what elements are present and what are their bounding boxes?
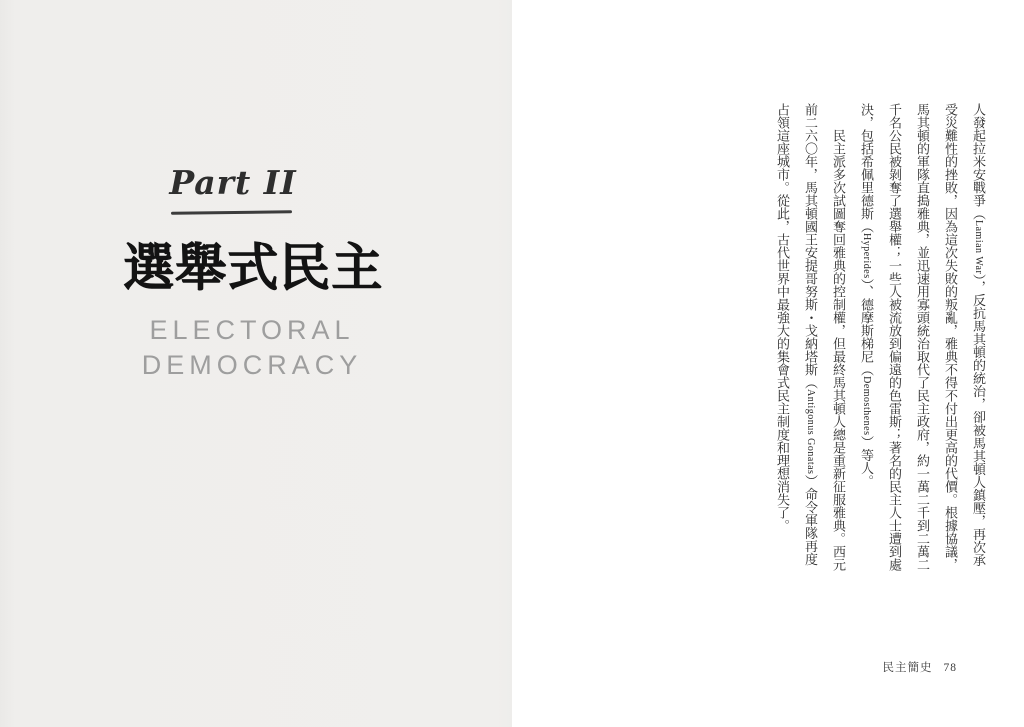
text-column: 人發起拉米安戰爭（Lamian War），反抗馬其頓的統治，卻被馬其頓人鎮壓，再次承	[971, 103, 986, 567]
chapter-title-cjk: 選舉式民主	[122, 241, 383, 297]
part-underline	[171, 210, 292, 214]
footer-book-title: 民主簡史	[882, 662, 933, 674]
text-column: 前二六〇年，馬其頓國王安提哥努斯・戈納塔斯（Antigonus Gonatas）命令軍隊再度	[803, 103, 818, 566]
text-column: 千名公民被剝奪了選舉權；一些人被流放到偏遠的色雷斯；著名的民主人士遭到處	[887, 103, 902, 571]
part-label: Part II	[169, 163, 297, 202]
text-column: 民主派多次試圖奪回雅典的控制權，但最終馬其頓人總是重新征服雅典。西元	[831, 129, 846, 571]
text-column: 受災難性的挫敗，因為這次失敗的叛亂，雅典不得不付出更高的代價。根據協議，	[943, 103, 958, 571]
text-column: 馬其頓的軍隊直搗雅典，並迅速用寡頭統治取代了民主政府，約一萬二千到二萬二	[915, 103, 930, 571]
footer-page-number: 78	[943, 662, 957, 674]
vertical-text-block	[768, 103, 992, 587]
text-column: 決，包括希佩里德斯（Hyperides）、德摩斯梯尼（Demosthenes）等人。	[859, 103, 874, 488]
english-title-line-1: ELECTORAL	[149, 315, 355, 345]
english-title-line-2: DEMOCRACY	[141, 350, 363, 380]
page-right	[512, 0, 1024, 727]
text-column: 占領這座城市。從此，古代世界中最強大的集會式民主制度和理想消失了。	[775, 103, 790, 532]
page-footer	[883, 659, 958, 675]
chapter-title-english	[102, 313, 402, 383]
